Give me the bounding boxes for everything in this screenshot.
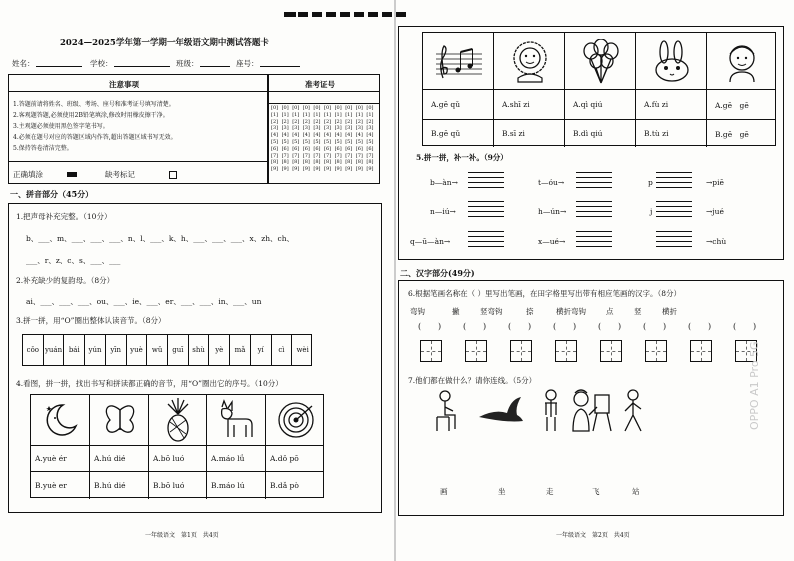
school-label: 学校： xyxy=(90,59,113,68)
q5-item: h—ún→ xyxy=(538,207,567,216)
exam-id-bubble[interactable]: [4] xyxy=(302,132,310,139)
butterfly-icon xyxy=(90,397,149,443)
q6-stroke-grid xyxy=(396,0,794,380)
tian-grid-box[interactable] xyxy=(600,340,622,362)
q6-stroke-name: 竖 xyxy=(634,307,642,316)
exam-id-bubble[interactable]: [8] xyxy=(292,159,300,166)
exam-id-bubble[interactable]: [3] xyxy=(334,125,342,132)
exam-id-bubble[interactable]: [9] xyxy=(271,166,279,173)
exam-id-bubble[interactable]: [8] xyxy=(334,159,342,166)
exam-id-bubble[interactable]: [1] xyxy=(292,111,300,118)
q5-item: x—ué→ xyxy=(538,237,566,246)
exam-id-bubble[interactable]: [5] xyxy=(366,139,374,145)
exam-id-bubble[interactable]: [2] xyxy=(366,118,374,125)
exam-id-bubble[interactable]: [1] xyxy=(366,111,374,118)
notice-item: 3.主观题必须使用黑色签字笔书写。 xyxy=(13,123,109,130)
q3-syllable-cell[interactable]: wèi xyxy=(296,346,309,354)
q3-syllable-cell[interactable]: shù xyxy=(189,335,210,365)
exam-id-bubble[interactable]: [4] xyxy=(355,132,363,139)
q4-option-b[interactable]: B.máo lú xyxy=(211,481,245,490)
q4-title: 4.看图，拼一拼，找出书写和拼读都正确的音节，用“O”圈出它的序号。（10分） xyxy=(16,379,283,388)
exam-id-bubble[interactable]: [4] xyxy=(271,132,279,139)
footer-right: 一年级语文 第2页 共4页 xyxy=(556,532,630,539)
q2-title: 2.补充缺少的复韵母。（8分） xyxy=(16,276,115,285)
exam-id-bubble[interactable]: [2] xyxy=(345,118,353,125)
tian-grid-box[interactable] xyxy=(690,340,712,362)
q4-option-a[interactable]: A.bō luó xyxy=(153,454,185,463)
q6-stroke-paren[interactable]: ( xyxy=(508,322,512,331)
q4-option-a[interactable]: A.hú dié xyxy=(94,454,126,463)
exam-id-bubble[interactable]: [1] xyxy=(345,111,353,118)
answer-sheet-page-2 xyxy=(396,0,794,561)
q6-stroke-paren[interactable]: ( xyxy=(643,322,647,331)
q6-stroke-paren[interactable]: ) xyxy=(663,322,667,331)
q3-syllable-cell[interactable]: yuè xyxy=(127,335,148,365)
q6-stroke-paren[interactable]: ) xyxy=(753,322,757,331)
exam-id-bubble[interactable]: [3] xyxy=(355,125,363,132)
notice-title: 注意事项 xyxy=(109,80,139,89)
exam-id-bubble[interactable]: [3] xyxy=(313,125,321,132)
exam-id-box xyxy=(268,74,380,184)
q6-stroke-paren[interactable]: ( xyxy=(598,322,602,331)
exam-id-bubble[interactable]: [4] xyxy=(366,132,374,139)
q6-stroke-paren[interactable]: ) xyxy=(438,322,442,331)
moon-icon xyxy=(31,397,90,443)
exam-id-bubble[interactable]: [7] xyxy=(271,152,279,159)
q3-syllable-cell[interactable]: mǎ xyxy=(230,335,251,365)
name-label: 姓名： xyxy=(12,59,35,68)
exam-id-bubble[interactable]: [2] xyxy=(355,118,363,125)
timing-mark xyxy=(382,12,392,17)
exam-id-bubble[interactable]: [1] xyxy=(281,111,289,118)
q7-word[interactable]: 飞 xyxy=(592,487,600,496)
exam-id-bubble[interactable]: [3] xyxy=(281,125,289,132)
exam-id-bubble[interactable]: [8] xyxy=(281,159,289,166)
exam-id-bubble[interactable]: [6] xyxy=(281,145,289,152)
exam-id-bubble[interactable]: [9] xyxy=(324,166,332,173)
q4-option-a[interactable]: A.máo lǘ xyxy=(211,454,245,463)
timing-mark xyxy=(354,12,364,17)
exam-id-bubble[interactable]: [7] xyxy=(281,152,289,159)
q6-stroke-paren[interactable]: ( xyxy=(463,322,467,331)
q5-item: n—iú→ xyxy=(430,207,456,216)
q4-option-a[interactable]: A.gē gē xyxy=(715,101,749,110)
q4-table xyxy=(30,394,324,498)
q4-option-a[interactable]: A.dǒ pō xyxy=(270,454,299,463)
absent-checkbox[interactable] xyxy=(169,171,177,179)
exam-id-bubble[interactable]: [8] xyxy=(313,159,321,166)
part2-title: 二、汉字部分(49分) xyxy=(400,268,475,278)
q6-stroke-name: 竖弯钩 xyxy=(480,307,503,316)
q3-syllable-cell[interactable]: yuán xyxy=(44,335,65,365)
exam-id-bubble[interactable]: [7] xyxy=(355,152,363,159)
timing-mark xyxy=(340,12,350,17)
q3-syllable-cell[interactable]: wǔ xyxy=(147,335,168,365)
exam-id-bubble[interactable]: [1] xyxy=(334,111,342,118)
exam-id-bubble[interactable]: [5] xyxy=(292,139,300,145)
q1-row2[interactable]: ___、r、z、c、s、___、___ xyxy=(26,256,121,265)
q6-stroke-paren[interactable]: ( xyxy=(553,322,557,331)
q5-result: →piē xyxy=(706,178,724,187)
exam-id-bubble[interactable]: [1] xyxy=(355,111,363,118)
exam-id-bubble[interactable]: [8] xyxy=(355,159,363,166)
absent-label: 缺考标记 xyxy=(105,170,135,179)
q6-stroke-paren[interactable]: ( xyxy=(418,322,422,331)
q6-stroke-paren[interactable]: ( xyxy=(733,322,737,331)
exam-id-bubble[interactable]: [9] xyxy=(355,166,363,173)
exam-id-bubble[interactable]: [7] xyxy=(313,152,321,159)
exam-id-bubble[interactable]: [9] xyxy=(366,166,374,173)
q5-item: p xyxy=(648,178,653,187)
q7-word[interactable]: 坐 xyxy=(498,487,506,496)
q5-item: j xyxy=(650,207,653,216)
filled-mark-icon xyxy=(67,172,77,177)
timing-mark xyxy=(312,12,322,17)
q3-syllable-cell[interactable]: guī xyxy=(168,335,189,365)
tian-grid-box[interactable] xyxy=(645,340,667,362)
exam-id-bubble[interactable]: [9] xyxy=(345,166,353,173)
seat-label: 座号： xyxy=(236,59,259,68)
answer-sheet-page-1 xyxy=(0,0,394,561)
exam-id-bubble[interactable]: [3] xyxy=(345,125,353,132)
exam-id-bubble[interactable]: [6] xyxy=(324,145,332,152)
q4-option-a[interactable]: A.gē qǔ xyxy=(431,100,461,109)
q4-option-b[interactable]: B.tù zi xyxy=(644,129,669,138)
exam-id-bubble[interactable]: [3] xyxy=(324,125,332,132)
q6-stroke-paren[interactable]: ) xyxy=(708,322,712,331)
q3-syllable-cell[interactable]: cǒo xyxy=(23,335,44,365)
q7-word[interactable]: 站 xyxy=(632,487,640,496)
q3-syllable-cell[interactable]: cì xyxy=(272,335,293,365)
exam-id-bubbles[interactable] xyxy=(271,105,379,175)
exam-id-bubble[interactable]: [2] xyxy=(302,118,310,125)
exam-id-bubble[interactable]: [2] xyxy=(324,118,332,125)
exam-id-bubble[interactable]: [7] xyxy=(324,152,332,159)
q4-option-b[interactable]: B.dì qiú xyxy=(573,129,603,138)
q6-stroke-paren[interactable]: ) xyxy=(483,322,487,331)
exam-id-bubble[interactable]: [6] xyxy=(355,145,363,152)
exam-id-bubble[interactable]: [4] xyxy=(292,132,300,139)
exam-id-bubble[interactable]: [2] xyxy=(313,118,321,125)
exam-id-bubble[interactable]: [9] xyxy=(334,166,342,173)
exam-id-bubble[interactable]: [2] xyxy=(334,118,342,125)
q6-stroke-paren[interactable]: ) xyxy=(528,322,532,331)
q6-stroke-name: 弯钩 xyxy=(410,307,425,316)
q4-option-a[interactable]: A.yuè ér xyxy=(35,454,67,463)
notice-list xyxy=(13,99,263,154)
exam-id-bubble[interactable]: [1] xyxy=(302,111,310,118)
notice-item: 1.答题前请将姓名、班级、考场、座号和准考证号填写清楚。 xyxy=(13,101,175,108)
exam-id-bubble[interactable]: [7] xyxy=(302,152,310,159)
q3-syllable-cell[interactable]: yí xyxy=(251,335,272,365)
exam-id-bubble[interactable]: [3] xyxy=(271,125,279,132)
exam-id-bubble[interactable]: [8] xyxy=(366,159,374,166)
exam-id-bubble[interactable]: [6] xyxy=(271,145,279,152)
q3-syllable-cell[interactable]: bái xyxy=(64,335,85,365)
q5-item: b—àn→ xyxy=(430,178,458,187)
exam-id-bubble[interactable]: [6] xyxy=(334,145,342,152)
camera-watermark: OPPO A1 Pro 5G xyxy=(748,341,761,430)
q5-item: t—óu→ xyxy=(538,178,565,187)
q3-syllable-row xyxy=(22,334,312,366)
part1-title: 一、拼音部分（45分） xyxy=(10,189,94,199)
exam-id-title: 准考证号 xyxy=(305,80,335,89)
exam-id-bubble[interactable]: [2] xyxy=(271,118,279,125)
exam-id-bubble[interactable]: [4] xyxy=(324,132,332,139)
seat-field[interactable] xyxy=(260,66,300,67)
q2-row[interactable]: ai、___、___、___、ou、___、ie、___、er、___、___、in、___、un xyxy=(26,297,262,306)
exam-id-bubble[interactable]: [2] xyxy=(281,118,289,125)
exam-id-bubble[interactable]: [3] xyxy=(302,125,310,132)
q5-title: 5.拼一拼，补一补。（9分） xyxy=(416,153,508,162)
q4-option-b[interactable]: B.gē qǔ xyxy=(431,129,461,138)
exam-id-bubble[interactable]: [0] xyxy=(302,105,310,111)
timing-mark xyxy=(326,12,336,17)
correct-fill-label: 正确填涂 xyxy=(13,170,43,179)
exam-id-bubble[interactable]: [9] xyxy=(313,166,321,173)
notice-item: 5.保持答卷清洁完整。 xyxy=(13,145,73,152)
name-field[interactable] xyxy=(36,66,82,67)
q6-stroke-paren[interactable]: ( xyxy=(688,322,692,331)
exam-id-bubble[interactable]: [3] xyxy=(292,125,300,132)
exam-id-bubble[interactable]: [1] xyxy=(271,111,279,118)
q6-stroke-name: 撇 xyxy=(452,307,460,316)
q5-result: →jué xyxy=(706,207,724,216)
q4-option-b[interactable]: B.bō luó xyxy=(153,481,185,490)
exam-id-bubble[interactable]: [0] xyxy=(366,105,374,111)
exam-id-bubble[interactable]: [0] xyxy=(324,105,332,111)
exam-id-bubble[interactable]: [0] xyxy=(313,105,321,111)
q4-option-b[interactable]: B.sī zi xyxy=(502,129,525,138)
donkey-icon xyxy=(207,397,266,443)
exam-id-bubble[interactable]: [0] xyxy=(345,105,353,111)
exam-id-bubble[interactable]: [8] xyxy=(302,159,310,166)
q5-item: q—ū—àn→ xyxy=(410,237,451,246)
exam-id-bubble[interactable]: [0] xyxy=(334,105,342,111)
flying-bird-icon[interactable] xyxy=(476,392,526,428)
exam-id-bubble[interactable]: [5] xyxy=(324,139,332,145)
exam-id-bubble[interactable]: [0] xyxy=(355,105,363,111)
exam-id-bubble[interactable]: [0] xyxy=(281,105,289,111)
tian-grid-box[interactable] xyxy=(555,340,577,362)
exam-id-bubble[interactable]: [5] xyxy=(271,139,279,145)
exam-id-bubble[interactable]: [1] xyxy=(324,111,332,118)
exam-id-bubble[interactable]: [5] xyxy=(302,139,310,145)
tian-grid-box[interactable] xyxy=(465,340,487,362)
exam-id-bubble[interactable]: [1] xyxy=(313,111,321,118)
q3-syllable-cell[interactable]: yè xyxy=(209,335,230,365)
tian-grid-box[interactable] xyxy=(510,340,532,362)
exam-id-bubble[interactable]: [7] xyxy=(334,152,342,159)
q1-title: 1.把声母补充完整。（10分） xyxy=(16,212,112,221)
walking-boy-icon[interactable] xyxy=(618,388,648,434)
exam-id-bubble[interactable]: [6] xyxy=(366,145,374,152)
exam-id-bubble[interactable]: [6] xyxy=(313,145,321,152)
exam-id-bubble[interactable]: [6] xyxy=(302,145,310,152)
exam-id-bubble[interactable]: [9] xyxy=(292,166,300,173)
exam-id-bubble[interactable]: [9] xyxy=(281,166,289,173)
q3-title: 3.拼一拼，用“O”圈出整体认读音节。（8分） xyxy=(16,316,166,325)
q6-stroke-paren[interactable]: ) xyxy=(573,322,577,331)
notice-item: 4.必须在题号对应的答题区域内作答,超出答题区域书写无效。 xyxy=(13,134,177,141)
exam-id-bubble[interactable]: [4] xyxy=(281,132,289,139)
q7-title: 7.他们都在做什么？请你连线。（5分） xyxy=(408,376,537,385)
exam-id-bubble[interactable]: [4] xyxy=(345,132,353,139)
sitting-girl-icon[interactable] xyxy=(428,388,464,434)
tian-grid-box[interactable] xyxy=(420,340,442,362)
exam-id-bubble[interactable]: [0] xyxy=(292,105,300,111)
notice-item: 2.客观题答题,必须使用2B铅笔填涂,修改时用橡皮擦干净。 xyxy=(13,112,169,119)
q4-option-b[interactable]: B.hú dié xyxy=(94,481,126,490)
q7-word[interactable]: 走 xyxy=(546,487,554,496)
q6-title: 6.根据笔画名称在（ ）里写出笔画，在田字格里写出带有相应笔画的汉字。（8分） xyxy=(408,289,682,298)
pineapple-icon xyxy=(149,397,207,443)
exam-id-bubble[interactable]: [5] xyxy=(334,139,342,145)
timing-mark xyxy=(298,12,308,17)
q4-option-b[interactable]: B.yuè er xyxy=(35,481,67,490)
q6-stroke-paren[interactable]: ) xyxy=(618,322,622,331)
exam-id-bubble[interactable]: [6] xyxy=(292,145,300,152)
q6-stroke-name: 横折弯钩 xyxy=(556,307,586,316)
exam-id-bubble[interactable]: [6] xyxy=(345,145,353,152)
exam-id-bubble[interactable]: [9] xyxy=(302,166,310,173)
q3-syllable-cell[interactable]: yīn xyxy=(106,335,127,365)
q4-option-a[interactable]: A.qì qiú xyxy=(573,100,603,109)
q3-syllable-cell[interactable]: yún xyxy=(85,335,106,365)
exam-id-bubble[interactable]: [5] xyxy=(313,139,321,145)
class-field[interactable] xyxy=(200,66,230,67)
timing-mark xyxy=(284,12,294,17)
q4-option-a[interactable]: A.shī zi xyxy=(502,100,530,109)
exam-id-bubble[interactable]: [7] xyxy=(345,152,353,159)
sheet-title: 2024—2025学年第一学期一年级语文期中测试答题卡 xyxy=(60,38,269,48)
q4-option-b[interactable]: B.dǎ pò xyxy=(270,481,299,490)
exam-id-bubble[interactable]: [2] xyxy=(292,118,300,125)
q6-stroke-name: 横折 xyxy=(662,307,677,316)
exam-id-bubble[interactable]: [4] xyxy=(313,132,321,139)
exam-id-bubble[interactable]: [3] xyxy=(366,125,374,132)
exam-id-bubble[interactable]: [0] xyxy=(271,105,279,111)
q6-stroke-name: 捺 xyxy=(526,307,534,316)
notice-box xyxy=(8,74,268,184)
exam-id-bubble[interactable]: [7] xyxy=(292,152,300,159)
q4-option-b[interactable]: B.gē gē xyxy=(715,130,749,139)
target-icon xyxy=(266,397,325,443)
standing-boy-icon[interactable] xyxy=(536,388,566,434)
exam-id-bubble[interactable]: [8] xyxy=(271,159,279,166)
school-field[interactable] xyxy=(114,66,170,67)
footer-left: 一年级语文 第1页 共4页 xyxy=(145,532,219,539)
exam-id-bubble[interactable]: [5] xyxy=(355,139,363,145)
exam-id-bubble[interactable]: [5] xyxy=(281,139,289,145)
exam-id-bubble[interactable]: [4] xyxy=(334,132,342,139)
timing-mark xyxy=(368,12,378,17)
exam-id-bubble[interactable]: [8] xyxy=(324,159,332,166)
q4-option-a[interactable]: A.fù zi xyxy=(644,100,669,109)
q1-row1[interactable]: b、___、m、___、___、___、n、l、___、k、h、___、___、___、x、zh、ch、 xyxy=(26,234,295,243)
q6-stroke-name: 点 xyxy=(606,307,614,316)
painting-girl-icon[interactable] xyxy=(568,388,614,434)
exam-id-bubble[interactable]: [5] xyxy=(345,139,353,145)
exam-id-bubble[interactable]: [8] xyxy=(345,159,353,166)
exam-id-bubble[interactable]: [7] xyxy=(366,152,374,159)
q7-word[interactable]: 画 xyxy=(440,487,448,496)
class-label: 班级： xyxy=(176,59,199,68)
q5-result: →chù xyxy=(706,237,727,246)
